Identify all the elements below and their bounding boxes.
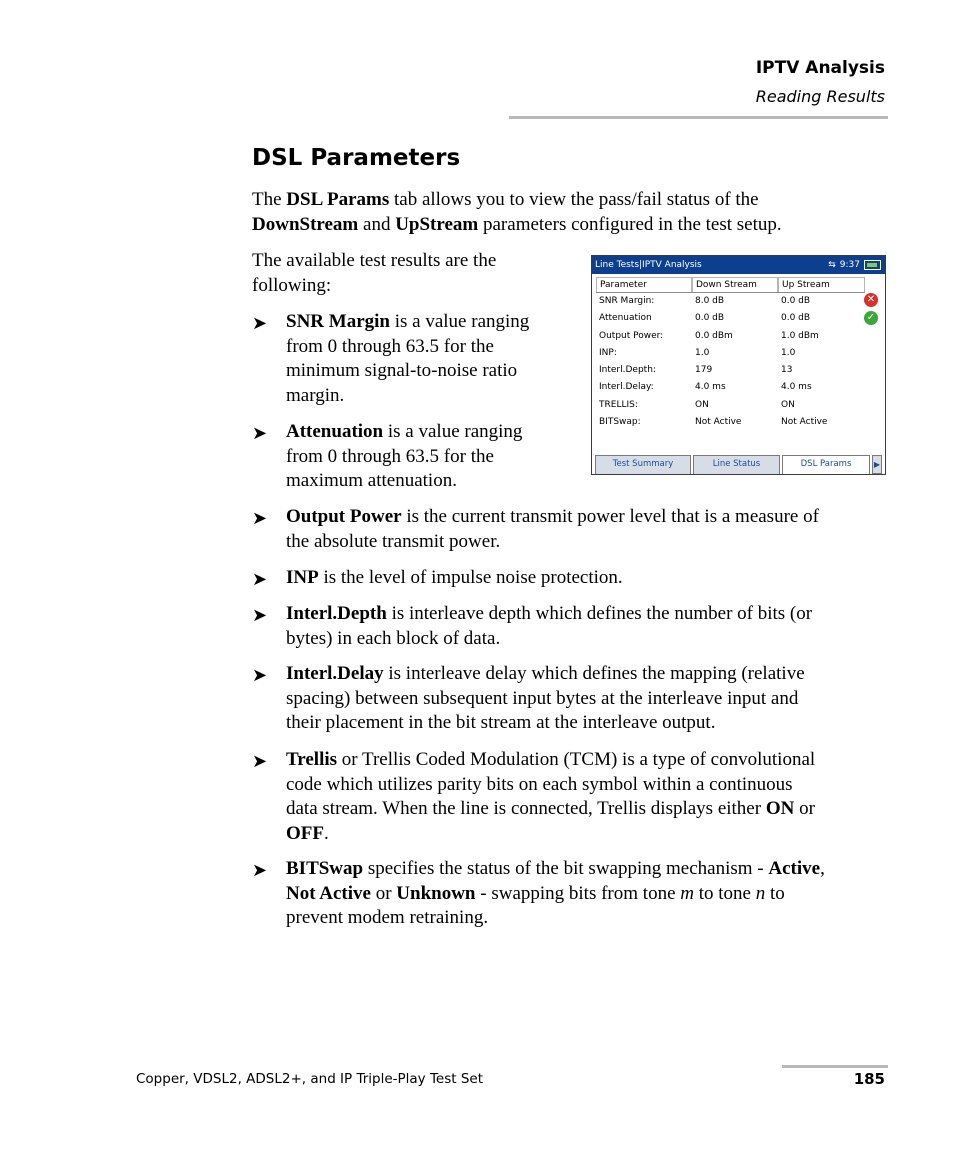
row-upstream: 4.0 ms	[781, 382, 812, 393]
row-parameter: TRELLIS:	[599, 399, 638, 410]
row-downstream: 8.0 dB	[695, 296, 725, 306]
row-upstream: 13	[781, 365, 793, 376]
available-results-text: The available test results are the following:	[252, 250, 497, 296]
page-number: 185	[853, 1070, 885, 1088]
tab-line-status[interactable]: Line Status	[693, 455, 780, 474]
column-header: Down Stream	[692, 277, 778, 292]
header-title: IPTV Analysis	[755, 58, 885, 78]
bullet-snr-margin: ➤ SNR Margin is a value ranging from 0 through 63.5 for the minimum signal-to-noise ratio margin.	[252, 311, 530, 406]
bullet-arrow-icon: ➤	[252, 751, 268, 771]
pass-check-icon: ✓	[864, 311, 878, 325]
scroll-right-arrow-icon[interactable]: ▶	[872, 455, 882, 474]
bullet-attenuation: ➤ Attenuation is a value ranging from 0 through 63.5 for the maximum attenuation.	[252, 421, 523, 491]
row-parameter: SNR Margin:	[599, 296, 655, 306]
row-downstream: 179	[695, 365, 713, 376]
fail-x-icon: ✕	[864, 293, 878, 307]
bullet-bitswap: ➤ BITSwap specifies the status of the bit swapping mechanism - Active, Not Active or Unknown - swapping bits from tone m to tone n to prevent modem retraining.	[252, 858, 825, 928]
table-row	[596, 328, 865, 345]
dsl-params-screenshot	[591, 255, 886, 475]
table-row	[596, 293, 865, 310]
bullet-interl-depth: ➤ Interl.Depth is interleave depth which defines the number of bits (or bytes) in each block of data.	[252, 603, 813, 649]
row-downstream: Not Active	[695, 417, 742, 428]
table-row	[596, 345, 865, 362]
sync-arrows-icon: ⇆	[828, 260, 836, 270]
header-subtitle: Reading Results	[755, 87, 885, 106]
row-downstream: ON	[695, 399, 709, 410]
table-row	[596, 310, 865, 327]
bullet-arrow-icon: ➤	[252, 605, 268, 625]
row-parameter: BITSwap:	[599, 417, 641, 428]
params-table	[596, 277, 865, 431]
column-header: Parameter	[596, 277, 692, 292]
bullet-arrow-icon: ➤	[252, 508, 268, 528]
screen-title: Line Tests|IPTV Analysis	[595, 260, 702, 270]
row-downstream: 0.0 dB	[695, 313, 725, 324]
row-upstream: 0.0 dB	[781, 296, 811, 306]
row-parameter: Attenuation	[599, 313, 652, 324]
bullet-arrow-icon: ➤	[252, 860, 268, 880]
bullet-arrow-icon: ➤	[252, 313, 268, 333]
row-parameter: INP:	[599, 347, 617, 358]
bullet-inp: ➤ INP is the level of impulse noise protection.	[252, 566, 623, 591]
bullet-arrow-icon: ➤	[252, 569, 268, 589]
battery-icon	[864, 260, 881, 270]
row-upstream: 0.0 dB	[781, 313, 811, 324]
row-upstream: 1.0 dBm	[781, 330, 819, 341]
row-parameter: Output Power:	[599, 330, 664, 341]
table-row	[596, 379, 865, 396]
footer-book-title: Copper, VDSL2, ADSL2+, and IP Triple-Play Test Set	[136, 1071, 484, 1087]
table-header-row	[596, 277, 865, 293]
footer-rule	[782, 1065, 888, 1068]
row-downstream: 0.0 dBm	[695, 330, 733, 341]
tab-dsl-params[interactable]: DSL Params	[782, 455, 870, 474]
bullet-interl-delay: ➤ Interl.Delay is interleave delay which defines the mapping (relative spacing) between subsequent input bytes at the interleave input and their placement in the bit stream at the interleave output.	[252, 663, 805, 733]
table-row	[596, 397, 865, 414]
screen-time: 9:37	[839, 260, 860, 270]
row-parameter: Interl.Depth:	[599, 365, 656, 376]
screen-title-bar	[592, 256, 885, 274]
table-row	[596, 362, 865, 379]
row-downstream: 1.0	[695, 347, 710, 358]
row-upstream: Not Active	[781, 417, 828, 428]
intro-paragraph: The DSL Params tab allows you to view the pass/fail status of the DownStream and UpStream parameters configured in the test setup.	[252, 189, 782, 235]
row-upstream: 1.0	[781, 347, 796, 358]
section-title: DSL Parameters	[252, 145, 461, 171]
screen-tab-bar	[595, 455, 883, 474]
column-header: Up Stream	[778, 277, 865, 292]
row-upstream: ON	[781, 399, 795, 410]
row-parameter: Interl.Delay:	[599, 382, 654, 393]
row-downstream: 4.0 ms	[695, 382, 726, 393]
bullet-trellis: ➤ Trellis or Trellis Coded Modulation (TCM) is a type of convolutional code which utilizes parity bits on each symbol within a continuous data stream. When the line is connected, Trellis displays either ON or OFF.	[252, 749, 816, 844]
bullet-output-power: ➤ Output Power is the current transmit power level that is a measure of the absolute transmit power.	[252, 506, 819, 552]
table-row	[596, 414, 865, 431]
bullet-arrow-icon: ➤	[252, 665, 268, 685]
header-rule	[509, 116, 888, 119]
bullet-arrow-icon: ➤	[252, 423, 268, 443]
tab-test-summary[interactable]: Test Summary	[595, 455, 691, 474]
